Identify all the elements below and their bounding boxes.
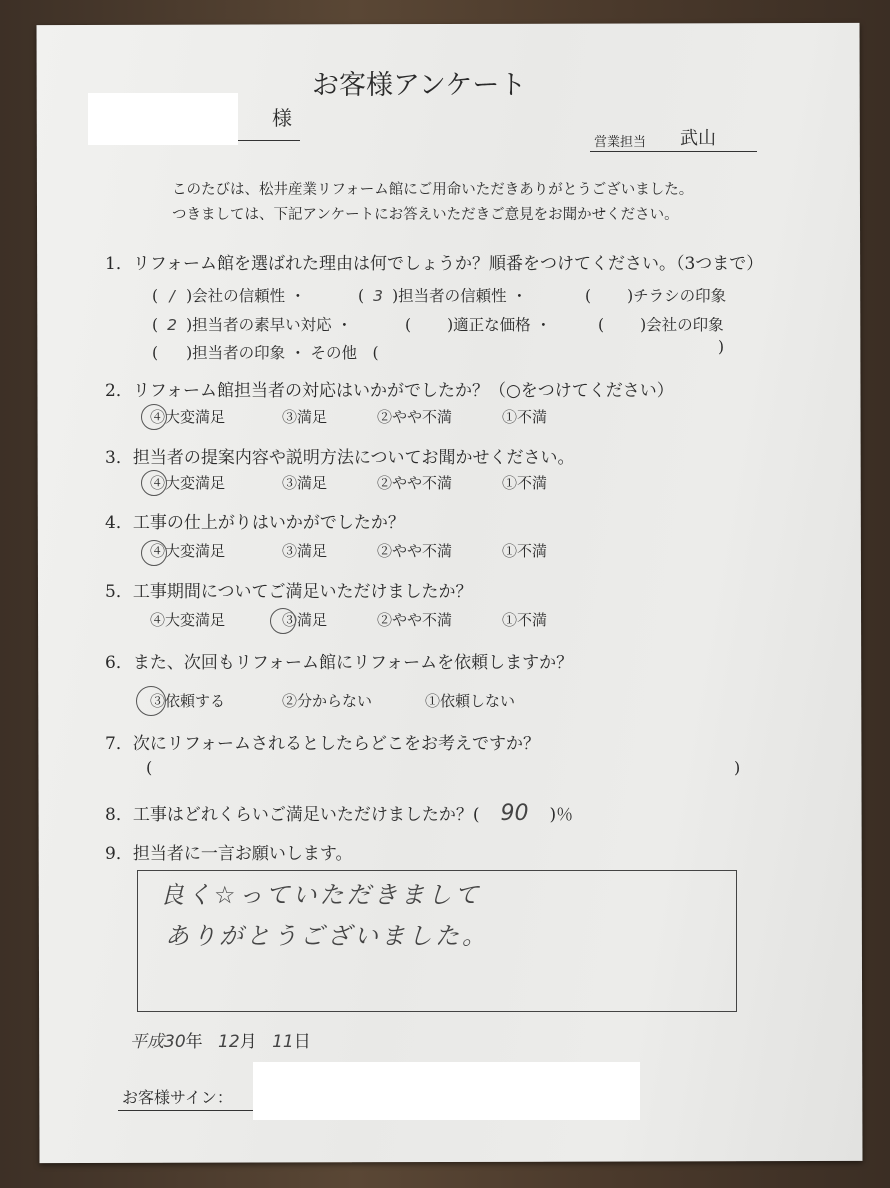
rating-option[interactable]: ③満足 — [282, 408, 328, 426]
open-paren: ( — [146, 758, 153, 777]
selected-circle — [141, 404, 167, 430]
rank-value: 3 — [373, 287, 383, 305]
selected-circle — [136, 686, 166, 716]
month-unit: 月 — [239, 1032, 257, 1052]
rating-option[interactable]: ①不満 — [502, 611, 548, 629]
question-8: 8．工事はどれくらいご満足いただけましたか？( 90 )％ — [105, 801, 574, 826]
intro-line: つきましては、下記アンケートにお答えいただきご意見をお聞かせください。 — [172, 207, 679, 223]
name-underline — [238, 140, 300, 141]
date-year: 30 — [164, 1032, 186, 1052]
question-4: 4．工事の仕上がりはいかがでしたか？ — [105, 513, 405, 533]
redacted-customer-name — [88, 93, 238, 145]
rating-option[interactable]: ③満足 — [282, 474, 328, 492]
question-2: 2．リフォーム館担当者の対応はいかがでしたか？（○をつけてください） — [105, 381, 674, 401]
survey-title: お客様アンケート — [312, 70, 527, 101]
signature-underline — [118, 1110, 258, 1111]
date-day: 11 — [272, 1032, 294, 1052]
q6-option[interactable]: ③依頼する — [150, 692, 226, 710]
date — [130, 1034, 311, 1051]
question-9: 9．担当者に一言お願いします。 — [105, 844, 353, 864]
percent-unit: ％ — [556, 805, 574, 825]
option-label: 担当者の印象 — [192, 344, 286, 362]
selected-circle — [141, 540, 167, 566]
q6-option[interactable]: ①依頼しない — [425, 692, 516, 710]
rank-value: / — [169, 287, 175, 305]
intro-line: このたびは、松井産業リフォーム館にご用命いただきありがとうございました。 — [172, 182, 694, 198]
question-8-text: 8．工事はどれくらいご満足いただけましたか？ — [105, 805, 473, 825]
selected-circle — [141, 470, 167, 496]
rating-option[interactable]: ①不満 — [502, 408, 548, 426]
rating-option[interactable]: ②やや不満 — [377, 542, 453, 560]
question-5: 5．工事期間についてご満足いただけましたか？ — [105, 582, 473, 602]
other-label: その他 — [310, 344, 358, 362]
sales-rep-underline — [590, 151, 757, 152]
question-3: 3．担当者の提案内容や説明方法についてお聞かせください。 — [105, 448, 575, 468]
date-month: 12 — [218, 1032, 240, 1052]
sales-rep-label: 営業担当 — [594, 135, 647, 150]
option-label: 会社の印象 — [646, 316, 724, 334]
signature-label: お客様サイン： — [122, 1088, 233, 1107]
comment-line: 良く☆っていただきまして — [160, 881, 482, 909]
redacted-signature — [253, 1062, 640, 1120]
day-unit: 日 — [293, 1032, 311, 1052]
rating-option[interactable]: ②やや不満 — [377, 611, 453, 629]
option-label: 会社の信頼性 — [192, 287, 286, 305]
selected-circle — [270, 608, 296, 634]
close-paren: ) — [734, 758, 741, 777]
date-era: 平成 — [130, 1032, 164, 1052]
sales-rep-name: 武山 — [680, 128, 716, 149]
rating-option[interactable]: ③満足 — [282, 542, 328, 560]
rating-option[interactable]: ②やや不満 — [377, 474, 453, 492]
satisfaction-percent: 90 — [500, 801, 529, 826]
option-label: チラシの印象 — [633, 287, 727, 305]
comment-line: ありがとうございました。 — [165, 922, 489, 950]
option-label: 担当者の素早い対応 — [192, 316, 332, 334]
rating-option[interactable]: ④大変満足 — [150, 542, 226, 560]
question-7: 7．次にリフォームされるとしたらどこをお考えですか？ — [105, 734, 540, 754]
rating-option[interactable]: ①不満 — [502, 474, 548, 492]
rating-option[interactable]: ③満足 — [282, 611, 328, 629]
rank-value: 2 — [167, 316, 177, 334]
question-1: 1．リフォーム館を選ばれた理由は何でしょうか？順番をつけてください。（3つまで） — [105, 254, 764, 274]
rating-option[interactable]: ④大変満足 — [150, 611, 226, 629]
option-label: 担当者の信頼性 — [398, 287, 507, 305]
year-unit: 年 — [185, 1032, 203, 1052]
q6-option[interactable]: ②分からない — [282, 692, 373, 710]
option-label: 適正な価格 — [453, 316, 531, 334]
rating-option[interactable]: ④大変満足 — [150, 474, 226, 492]
question-6: 6．また、次回もリフォーム館にリフォームを依頼しますか？ — [105, 653, 574, 673]
rating-option[interactable]: ②やや不満 — [377, 408, 453, 426]
rating-option[interactable]: ④大変満足 — [150, 408, 226, 426]
customer-suffix: 様 — [272, 106, 292, 130]
rating-option[interactable]: ①不満 — [502, 542, 548, 560]
